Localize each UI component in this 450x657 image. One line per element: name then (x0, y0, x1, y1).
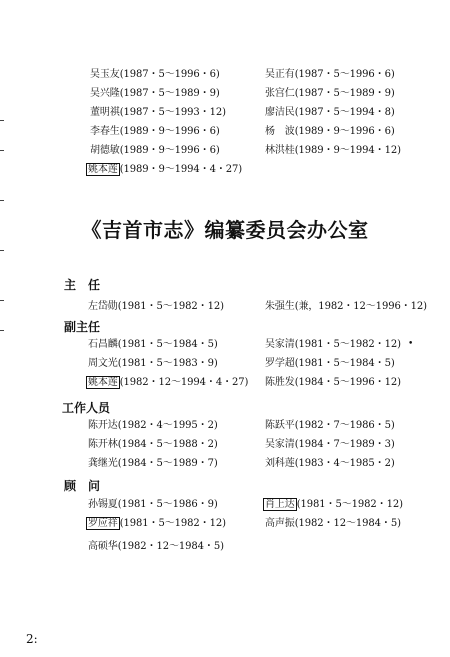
person-name: 高声振 (265, 518, 295, 529)
person-name: 孙锡夏 (88, 499, 118, 510)
term-dates: (1981・5～1983・9) (117, 358, 218, 369)
stray-mark: • (408, 339, 414, 349)
term-dates: (1982・12～1984・5) (294, 518, 401, 529)
person-name: 周文光 (88, 358, 118, 369)
term-dates: (1984・5～1996・12) (294, 377, 401, 388)
section-heading-staff: 工作人员 (62, 401, 111, 415)
margin-mark (0, 200, 4, 201)
person-name: 张宫仁 (265, 88, 295, 99)
margin-mark (0, 150, 4, 151)
list-item (265, 125, 395, 138)
list-item (88, 438, 218, 451)
person-name: 龚继光 (88, 458, 118, 469)
list-item (88, 540, 224, 553)
person-name: 杨 波 (265, 126, 295, 137)
person-name: 高硕华 (88, 541, 118, 552)
person-name: 廖洁民 (265, 107, 295, 118)
person-name: 朱强生 (265, 301, 295, 312)
list-item (88, 498, 218, 511)
term-dates: (1984・7～1989・3) (294, 439, 395, 450)
list-item (90, 144, 220, 157)
person-name: 吴家清 (265, 339, 295, 350)
person-name: 胡德敏 (90, 145, 120, 156)
term-dates: (1987・5～1993・12) (119, 107, 226, 118)
list-item (90, 125, 220, 138)
term-dates: (1982・7～1986・5) (294, 420, 395, 431)
section-heading-deputy: 副主任 (64, 320, 101, 334)
person-name: 陈跃平 (265, 420, 295, 431)
list-item (265, 106, 395, 119)
person-name: 吴兴隆 (90, 88, 120, 99)
list-item (263, 498, 403, 511)
person-name: 刘科莲 (265, 458, 295, 469)
list-item (90, 106, 226, 119)
person-name: 董明祺 (90, 107, 120, 118)
term-dates: (兼，1982・12～1996・12) (294, 301, 427, 312)
list-item (90, 87, 220, 100)
list-item (265, 376, 401, 389)
list-item (265, 87, 395, 100)
margin-mark (0, 120, 4, 121)
term-dates: (1982・12～1984・5) (117, 541, 224, 552)
margin-mark (0, 300, 4, 301)
term-dates: (1983・4～1985・2) (294, 458, 395, 469)
term-dates: (1981・5～1982・12) (296, 499, 403, 510)
list-item (265, 438, 395, 451)
person-name: 吴玉友 (90, 69, 120, 80)
list-item (88, 300, 224, 313)
person-name: 林洪桂 (265, 145, 295, 156)
term-dates: (1989・9～1996・6) (294, 126, 395, 137)
list-item (88, 338, 218, 351)
list-item (265, 517, 401, 530)
person-name-boxed: 肖上达 (265, 499, 295, 510)
term-dates: (1987・5～1996・6) (294, 69, 395, 80)
term-dates: (1987・5～1994・8) (294, 107, 395, 118)
person-name: 吴正有 (265, 69, 295, 80)
list-item (86, 517, 226, 530)
section-heading-advisor: 顾 问 (64, 479, 101, 493)
person-name: 陈开林 (88, 439, 118, 450)
term-dates: (1987・5～1996・6) (119, 69, 220, 80)
person-name: 罗学超 (265, 358, 295, 369)
list-item (265, 144, 401, 157)
term-dates: (1981・5～1982・12) (117, 301, 224, 312)
list-item (265, 300, 427, 313)
term-dates: (1984・5～1989・7) (117, 458, 218, 469)
list-item (88, 457, 218, 470)
term-dates: (1981・5～1986・9) (117, 499, 218, 510)
term-dates: (1981・5～1984・5) (294, 358, 395, 369)
list-item (86, 376, 248, 389)
person-name: 吴家清 (265, 439, 295, 450)
term-dates: (1981・5～1984・5) (117, 339, 218, 350)
term-dates: (1982・4～1995・2) (117, 420, 218, 431)
person-name: 陈开达 (88, 420, 118, 431)
person-name: 石昌麟 (88, 339, 118, 350)
list-item (265, 419, 395, 432)
term-dates: (1987・5～1989・9) (119, 88, 220, 99)
person-name-boxed: 罗应祥 (88, 518, 118, 529)
list-item (86, 163, 242, 176)
person-name-boxed: 姚本莲 (88, 377, 118, 388)
term-dates: (1989・9～1996・6) (119, 145, 220, 156)
term-dates: (1981・5～1982・12) (119, 518, 226, 529)
list-item (90, 68, 220, 81)
person-name: 左岱勋 (88, 301, 118, 312)
term-dates: (1989・9～1994・4・27) (119, 164, 243, 175)
term-dates: (1989・9～1994・12) (294, 145, 401, 156)
page-number: 2: (26, 632, 38, 646)
list-item (265, 457, 395, 470)
list-item (265, 338, 401, 351)
person-name: 陈胜发 (265, 377, 295, 388)
term-dates: (1981・5～1982・12) (294, 339, 401, 350)
term-dates: (1984・5～1988・2) (117, 439, 218, 450)
list-item (265, 68, 395, 81)
page-title: 《吉首市志》编纂委员会办公室 (81, 218, 369, 242)
term-dates: (1982・12～1994・4・27) (119, 377, 249, 388)
list-item (88, 357, 218, 370)
margin-mark (0, 250, 4, 251)
list-item (265, 357, 395, 370)
term-dates: (1989・9～1996・6) (119, 126, 220, 137)
term-dates: (1987・5～1989・9) (294, 88, 395, 99)
section-heading-director: 主 任 (64, 278, 101, 292)
margin-mark (0, 330, 4, 331)
person-name-boxed: 姚本莲 (88, 164, 118, 175)
list-item (88, 419, 218, 432)
person-name: 李春生 (90, 126, 120, 137)
